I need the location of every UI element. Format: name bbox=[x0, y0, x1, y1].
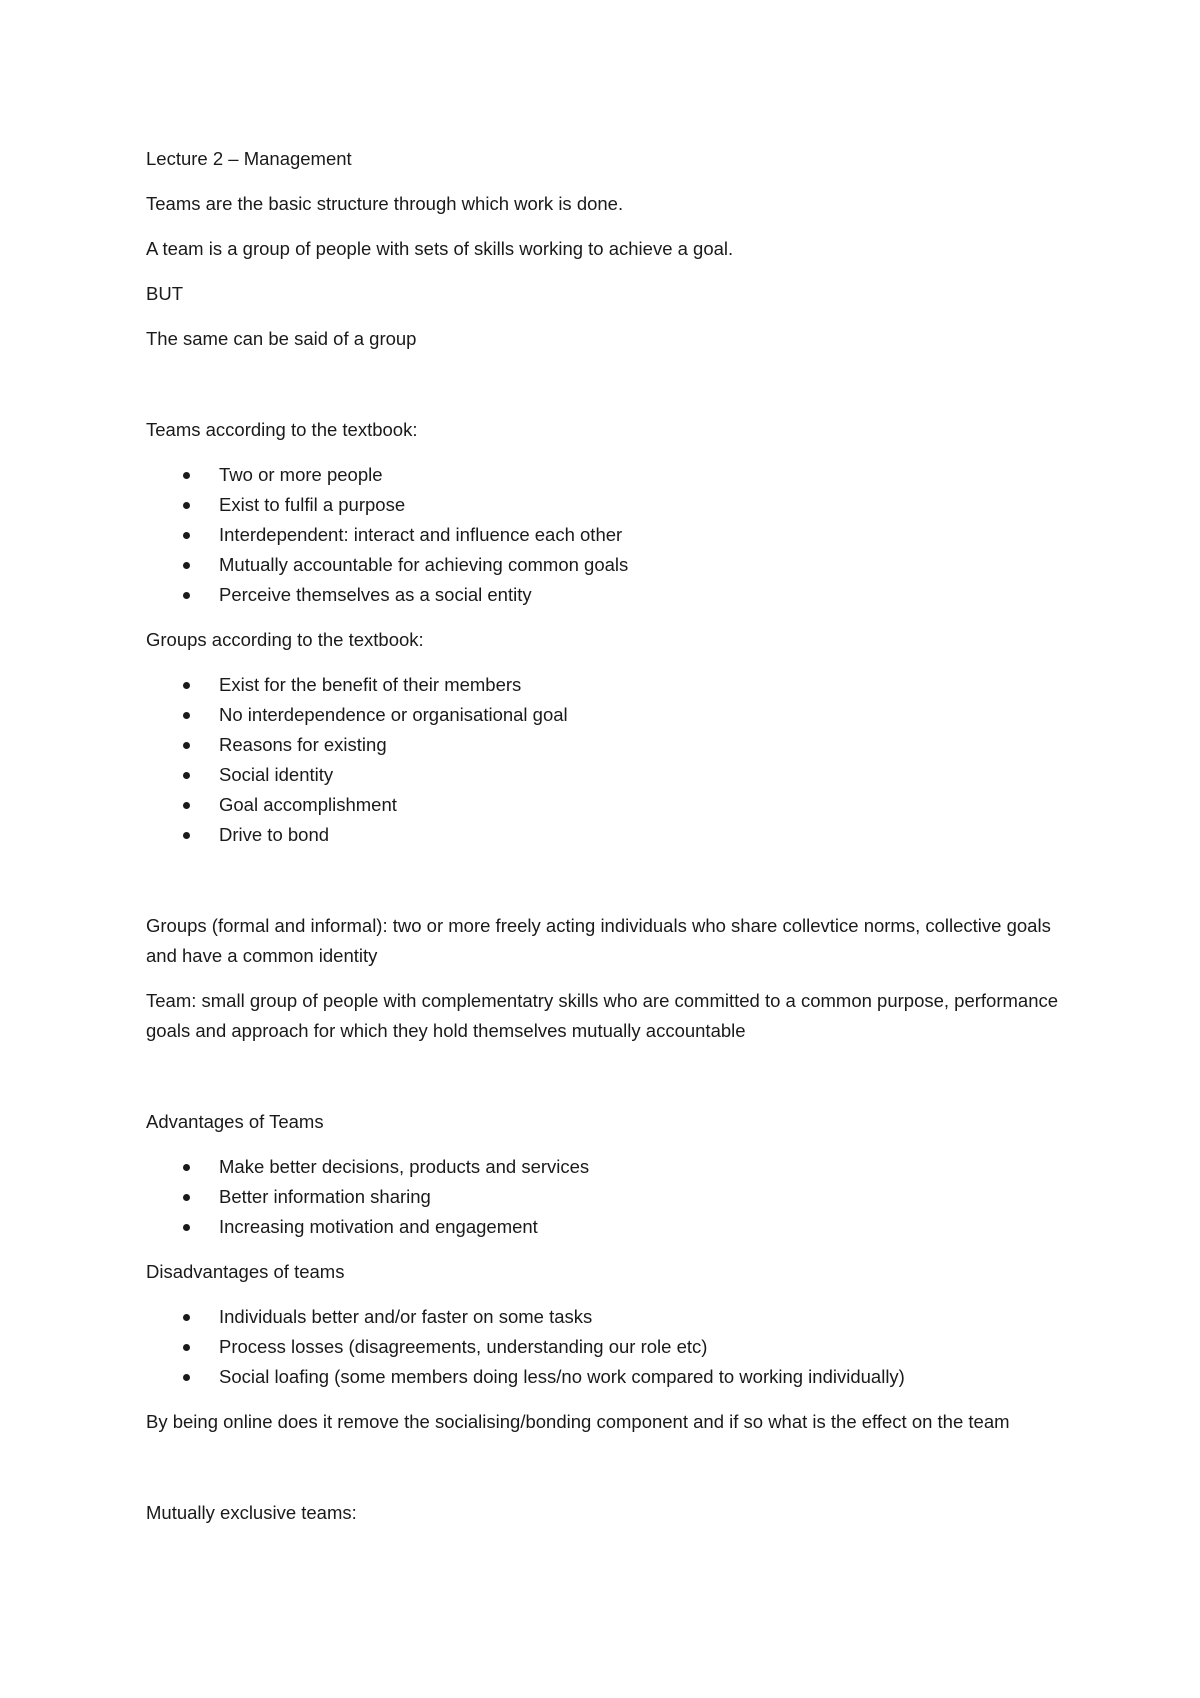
list-item-text: Individuals better and/or faster on some tasks bbox=[219, 1306, 593, 1327]
paragraph: Teams are the basic structure through which work is done. bbox=[146, 193, 624, 214]
list-item-text: Make better decisions, products and services bbox=[219, 1156, 590, 1177]
list-item-text: Mutually accountable for achieving common goals bbox=[219, 554, 629, 575]
team-definition: Team: small group of people with complementatry skills who are committed to a common purpose, performance goals and approach for which they hold themselves mutually accountable bbox=[146, 990, 1059, 1041]
advantages-list bbox=[146, 1152, 1066, 1242]
bullet-icon bbox=[183, 1224, 190, 1231]
list-item-text: Increasing motivation and engagement bbox=[219, 1216, 538, 1237]
bullet-icon bbox=[183, 532, 190, 539]
list-item bbox=[146, 1332, 1066, 1362]
bullet-icon bbox=[183, 1164, 190, 1171]
list-item-text: Exist for the benefit of their members bbox=[219, 674, 522, 695]
list-item bbox=[146, 580, 1066, 610]
list-item bbox=[146, 1182, 1066, 1212]
list-item-text: Reasons for existing bbox=[219, 734, 387, 755]
bullet-icon bbox=[183, 832, 190, 839]
list-item-text: Social loafing (some members doing less/no work compared to working individually) bbox=[219, 1366, 905, 1387]
section-heading-mutually-exclusive: Mutually exclusive teams: bbox=[146, 1502, 357, 1523]
list-item bbox=[146, 550, 1066, 580]
paragraph: BUT bbox=[146, 283, 183, 304]
list-item bbox=[146, 760, 1066, 790]
list-item bbox=[146, 1302, 1066, 1332]
list-item-text: Goal accomplishment bbox=[219, 794, 397, 815]
list-item bbox=[146, 790, 1066, 820]
groups-list bbox=[146, 670, 1066, 850]
list-item-text: Interdependent: interact and influence each other bbox=[219, 524, 623, 545]
list-item-text: Social identity bbox=[219, 764, 334, 785]
blank-line bbox=[146, 1061, 1066, 1107]
bullet-icon bbox=[183, 802, 190, 809]
list-item-text: Exist to fulfil a purpose bbox=[219, 494, 406, 515]
document-title: Lecture 2 – Management bbox=[146, 148, 352, 169]
blank-line bbox=[146, 1452, 1066, 1498]
bullet-icon bbox=[183, 1344, 190, 1351]
bullet-icon bbox=[183, 772, 190, 779]
list-item bbox=[146, 670, 1066, 700]
bullet-icon bbox=[183, 502, 190, 509]
section-heading-advantages: Advantages of Teams bbox=[146, 1111, 324, 1132]
list-item bbox=[146, 1152, 1066, 1182]
list-item bbox=[146, 490, 1066, 520]
list-item bbox=[146, 1362, 1066, 1392]
bullet-icon bbox=[183, 472, 190, 479]
disadvantages-list bbox=[146, 1302, 1066, 1392]
bullet-icon bbox=[183, 1194, 190, 1201]
list-item-text: Better information sharing bbox=[219, 1186, 431, 1207]
list-item-text: Two or more people bbox=[219, 464, 383, 485]
bullet-icon bbox=[183, 1314, 190, 1321]
online-question: By being online does it remove the socialising/bonding component and if so what is the effect on the team bbox=[146, 1411, 1010, 1432]
bullet-icon bbox=[183, 562, 190, 569]
bullet-icon bbox=[183, 592, 190, 599]
paragraph: The same can be said of a group bbox=[146, 328, 417, 349]
list-item bbox=[146, 460, 1066, 490]
list-item-text: Drive to bond bbox=[219, 824, 330, 845]
bullet-icon bbox=[183, 742, 190, 749]
list-item bbox=[146, 700, 1066, 730]
paragraph: A team is a group of people with sets of skills working to achieve a goal. bbox=[146, 238, 734, 259]
list-item bbox=[146, 1212, 1066, 1242]
section-heading-disadvantages: Disadvantages of teams bbox=[146, 1261, 345, 1282]
list-item bbox=[146, 820, 1066, 850]
section-heading-groups: Groups according to the textbook: bbox=[146, 629, 424, 650]
blank-line bbox=[146, 865, 1066, 911]
blank-line bbox=[146, 369, 1066, 415]
list-item-text: Process losses (disagreements, understanding our role etc) bbox=[219, 1336, 708, 1357]
groups-definition: Groups (formal and informal): two or more freely acting individuals who share collevtice norms, collective goals and have a common identity bbox=[146, 915, 1051, 966]
list-item bbox=[146, 520, 1066, 550]
list-item-text: No interdependence or organisational goal bbox=[219, 704, 568, 725]
bullet-icon bbox=[183, 1374, 190, 1381]
list-item-text: Perceive themselves as a social entity bbox=[219, 584, 532, 605]
list-item bbox=[146, 730, 1066, 760]
bullet-icon bbox=[183, 682, 190, 689]
section-heading-teams: Teams according to the textbook: bbox=[146, 419, 418, 440]
document-body bbox=[146, 144, 1066, 1543]
teams-list bbox=[146, 460, 1066, 610]
bullet-icon bbox=[183, 712, 190, 719]
